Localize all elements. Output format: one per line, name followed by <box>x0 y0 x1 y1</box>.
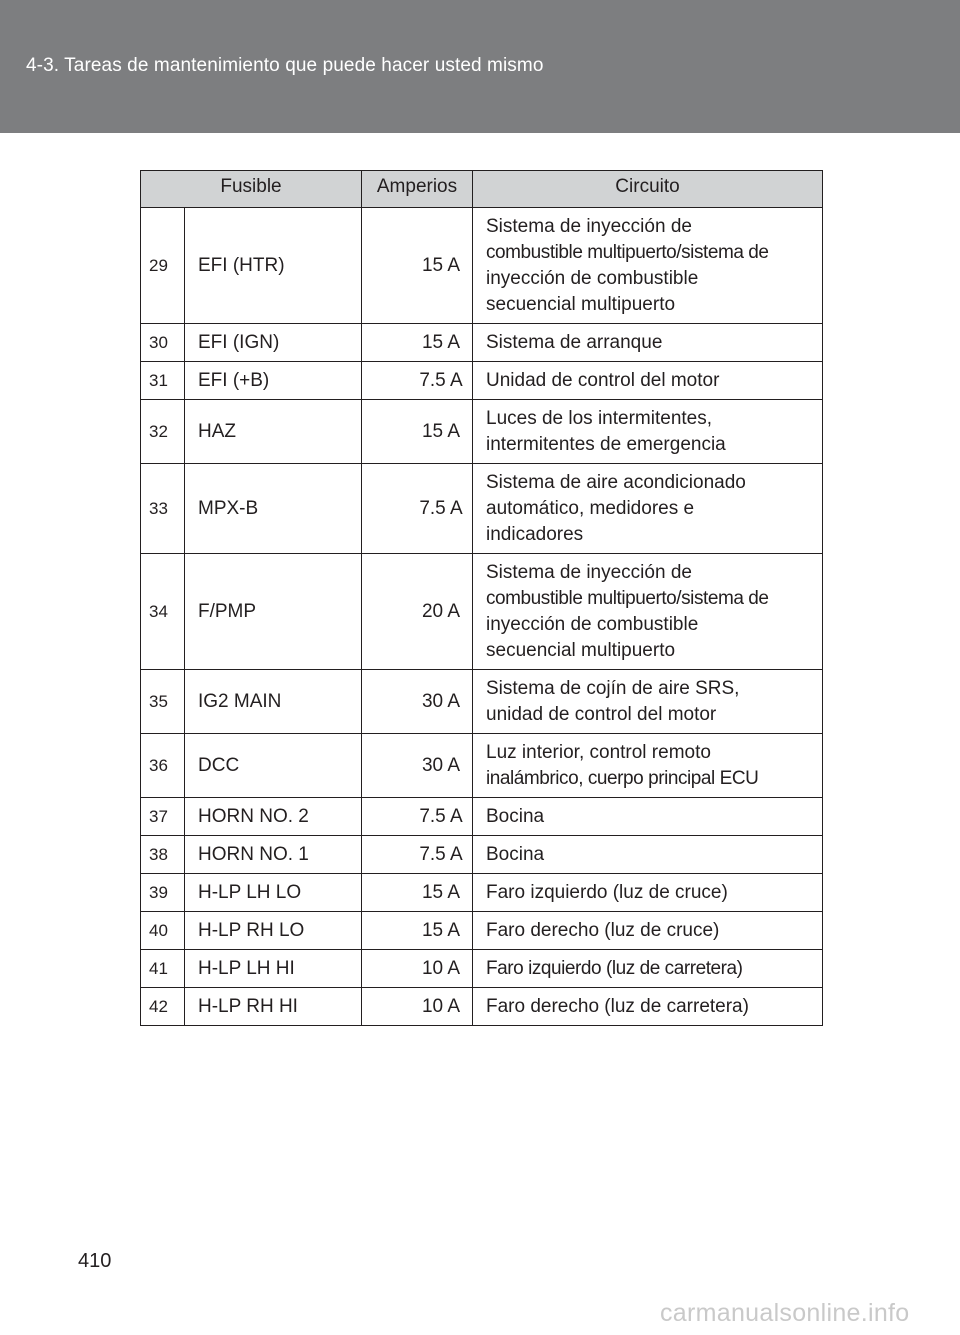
circuit-line: automático, medidores e <box>486 497 695 519</box>
fuse-name: HORN NO. 2 <box>185 798 362 836</box>
fuse-circuit <box>473 874 823 912</box>
table-row <box>141 362 823 400</box>
circuit-line: Faro izquierdo (luz de cruce) <box>486 881 728 903</box>
fuse-number: 39 <box>141 874 185 912</box>
fuse-amperage: 15 A <box>362 324 473 362</box>
fuse-circuit <box>473 208 823 324</box>
fuse-circuit <box>473 734 823 798</box>
circuit-line: inyección de combustible <box>486 267 699 289</box>
fuse-name: H-LP LH HI <box>185 950 362 988</box>
fuse-circuit <box>473 836 823 874</box>
circuit-line: unidad de control del motor <box>486 703 717 725</box>
circuit-line: Faro derecho (luz de carretera) <box>486 995 749 1017</box>
fuse-number: 35 <box>141 670 185 734</box>
fuse-number: 30 <box>141 324 185 362</box>
column-header-amps: Amperios <box>362 171 473 208</box>
fuse-amperage: 7.5 A <box>362 836 473 874</box>
fuse-number: 36 <box>141 734 185 798</box>
fuse-number: 31 <box>141 362 185 400</box>
fuse-number: 32 <box>141 400 185 464</box>
fuse-amperage: 15 A <box>362 208 473 324</box>
column-header-fuse: Fusible <box>141 171 362 208</box>
fuse-amperage: 7.5 A <box>362 362 473 400</box>
fuse-circuit <box>473 798 823 836</box>
fuse-amperage: 15 A <box>362 912 473 950</box>
fuse-amperage: 7.5 A <box>362 464 473 554</box>
fuse-amperage: 10 A <box>362 950 473 988</box>
section-header-band <box>0 0 960 133</box>
circuit-line: Sistema de aire acondicionado <box>486 471 746 493</box>
circuit-line: intermitentes de emergencia <box>486 433 726 455</box>
fuse-table <box>140 170 823 1026</box>
fuse-number: 42 <box>141 988 185 1026</box>
circuit-line: secuencial multipuerto <box>486 639 676 661</box>
fuse-name: EFI (+B) <box>185 362 362 400</box>
table-row <box>141 670 823 734</box>
fuse-number: 40 <box>141 912 185 950</box>
table-row <box>141 798 823 836</box>
section-title: 4-3. Tareas de mantenimiento que puede hacer usted mismo <box>26 55 544 76</box>
fuse-table-body <box>141 208 823 1026</box>
circuit-line: Luces de los intermitentes, <box>486 407 713 429</box>
fuse-name: MPX-B <box>185 464 362 554</box>
fuse-name: EFI (IGN) <box>185 324 362 362</box>
fuse-number: 37 <box>141 798 185 836</box>
fuse-name: HORN NO. 1 <box>185 836 362 874</box>
table-row <box>141 874 823 912</box>
circuit-line: inalámbrico, cuerpo principal ECU <box>486 767 759 789</box>
circuit-line: Faro derecho (luz de cruce) <box>486 919 720 941</box>
fuse-amperage: 15 A <box>362 400 473 464</box>
fuse-circuit <box>473 554 823 670</box>
circuit-line: Bocina <box>486 843 545 865</box>
fuse-name: H-LP LH LO <box>185 874 362 912</box>
circuit-line: combustible multipuerto/sistema de <box>486 241 769 263</box>
fuse-number: 29 <box>141 208 185 324</box>
circuit-line: Unidad de control del motor <box>486 369 720 391</box>
circuit-line: Faro izquierdo (luz de carretera) <box>486 957 743 979</box>
circuit-line: inyección de combustible <box>486 613 699 635</box>
circuit-line: Luz interior, control remoto <box>486 741 711 763</box>
circuit-line: Sistema de arranque <box>486 331 663 353</box>
circuit-line: combustible multipuerto/sistema de <box>486 587 769 609</box>
fuse-circuit <box>473 950 823 988</box>
circuit-line: Sistema de inyección de <box>486 561 692 583</box>
fuse-name: H-LP RH LO <box>185 912 362 950</box>
fuse-amperage: 15 A <box>362 874 473 912</box>
table-row <box>141 734 823 798</box>
fuse-name: HAZ <box>185 400 362 464</box>
table-row <box>141 208 823 324</box>
fuse-name: F/PMP <box>185 554 362 670</box>
circuit-line: Sistema de inyección de <box>486 215 692 237</box>
table-row <box>141 464 823 554</box>
fuse-circuit <box>473 670 823 734</box>
fuse-circuit <box>473 912 823 950</box>
fuse-amperage: 20 A <box>362 554 473 670</box>
circuit-line: Sistema de cojín de aire SRS, <box>486 677 740 699</box>
fuse-name: H-LP RH HI <box>185 988 362 1026</box>
fuse-circuit <box>473 324 823 362</box>
table-row <box>141 400 823 464</box>
column-header-circuit: Circuito <box>473 171 823 208</box>
table-row <box>141 836 823 874</box>
fuse-circuit <box>473 464 823 554</box>
fuse-number: 38 <box>141 836 185 874</box>
table-header-row <box>141 171 823 208</box>
table-row <box>141 554 823 670</box>
fuse-name: DCC <box>185 734 362 798</box>
fuse-circuit <box>473 400 823 464</box>
fuse-number: 33 <box>141 464 185 554</box>
fuse-name: IG2 MAIN <box>185 670 362 734</box>
watermark: carmanualsonline.info <box>660 1299 910 1327</box>
fuse-number: 41 <box>141 950 185 988</box>
fuse-number: 34 <box>141 554 185 670</box>
table-row <box>141 912 823 950</box>
fuse-name: EFI (HTR) <box>185 208 362 324</box>
fuse-amperage: 30 A <box>362 670 473 734</box>
fuse-circuit <box>473 362 823 400</box>
table-row <box>141 950 823 988</box>
fuse-amperage: 7.5 A <box>362 798 473 836</box>
fuse-amperage: 10 A <box>362 988 473 1026</box>
circuit-line: secuencial multipuerto <box>486 293 676 315</box>
fuse-amperage: 30 A <box>362 734 473 798</box>
page-number: 410 <box>78 1250 112 1272</box>
fuse-circuit <box>473 988 823 1026</box>
table-row <box>141 324 823 362</box>
circuit-line: Bocina <box>486 805 545 827</box>
circuit-line: indicadores <box>486 523 584 545</box>
table-row <box>141 988 823 1026</box>
